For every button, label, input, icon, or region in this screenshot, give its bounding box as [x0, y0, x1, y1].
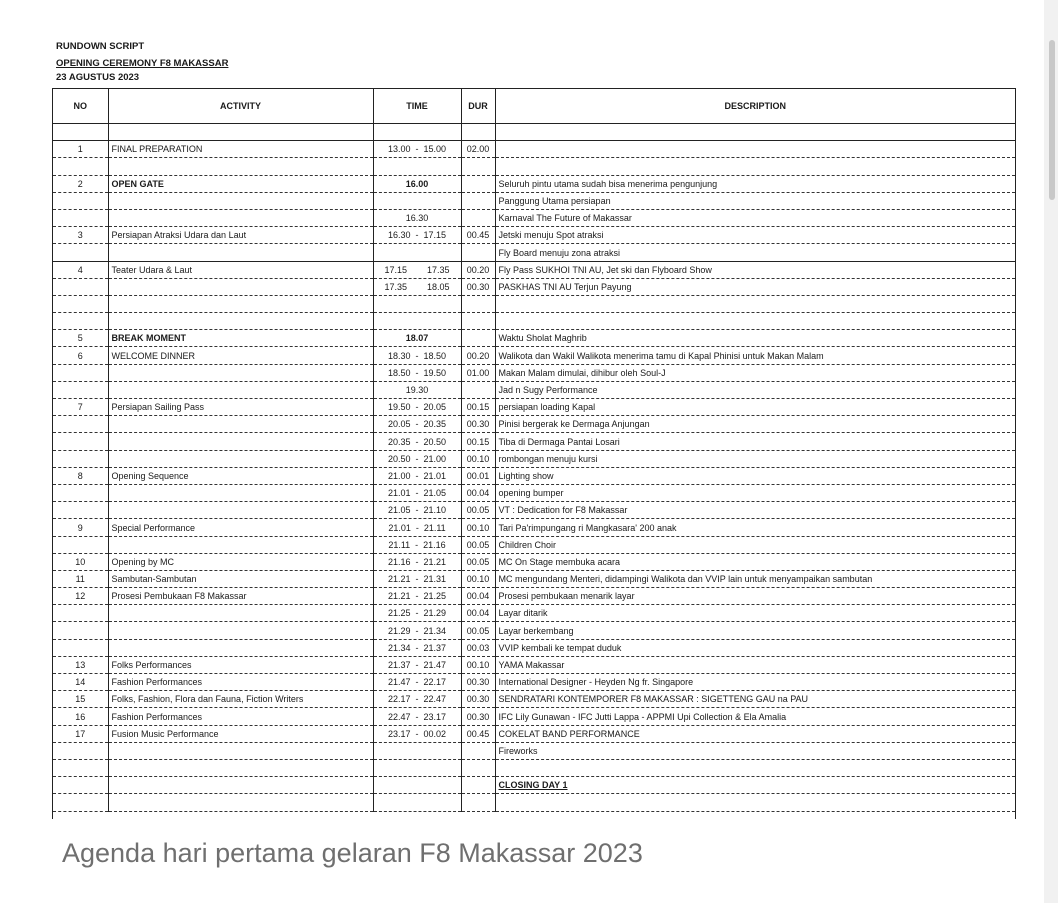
table-row	[53, 588, 1015, 605]
cell-description: Karnaval The Future of Makassar	[495, 209, 1015, 226]
cell-activity: Fashion Performances	[108, 674, 373, 691]
cell-dur	[461, 124, 495, 141]
cell-time	[373, 192, 461, 209]
cell-description: PASKHAS TNI AU Terjun Payung	[495, 278, 1015, 295]
cell-no	[53, 416, 108, 433]
table-row	[53, 570, 1015, 587]
table-row	[53, 295, 1015, 312]
cell-dur	[461, 794, 495, 811]
cell-activity: Fashion Performances	[108, 708, 373, 725]
cell-time: 19.30	[373, 381, 461, 398]
table-row	[53, 141, 1015, 158]
cell-dur	[461, 381, 495, 398]
cell-no: 8	[53, 467, 108, 484]
cell-time: 20.50 - 21.00	[373, 450, 461, 467]
cell-dur: 00.10	[461, 450, 495, 467]
table-row	[53, 467, 1015, 484]
cell-dur	[461, 175, 495, 192]
cell-dur: 01.00	[461, 364, 495, 381]
cell-time: 18.30 - 18.50	[373, 347, 461, 364]
table-row	[53, 399, 1015, 416]
table-row	[53, 313, 1015, 330]
cell-description: YAMA Makassar	[495, 656, 1015, 673]
cell-dur: 00.03	[461, 639, 495, 656]
cell-time	[373, 295, 461, 312]
cell-description: Layar ditarik	[495, 605, 1015, 622]
table-row	[53, 261, 1015, 278]
cell-no	[53, 244, 108, 261]
cell-activity	[108, 416, 373, 433]
cell-activity: Special Performance	[108, 519, 373, 536]
cell-time: 21.21 - 21.25	[373, 588, 461, 605]
cell-time	[373, 759, 461, 776]
table-row	[53, 622, 1015, 639]
table-row	[53, 502, 1015, 519]
cell-description: Walikota dan Wakil Walikota menerima tamu di Kapal Phinisi untuk Makan Malam	[495, 347, 1015, 364]
cell-description: Panggung Utama persiapan	[495, 192, 1015, 209]
table-row	[53, 244, 1015, 261]
cell-description	[495, 141, 1015, 158]
cell-activity	[108, 278, 373, 295]
cell-no	[53, 313, 108, 330]
cell-dur: 00.10	[461, 570, 495, 587]
cell-activity	[108, 777, 373, 794]
table-row	[53, 656, 1015, 673]
cell-time: 21.01 - 21.05	[373, 484, 461, 501]
cell-dur	[461, 759, 495, 776]
cell-dur: 00.20	[461, 261, 495, 278]
cell-description: SENDRATARI KONTEMPORER F8 MAKASSAR : SIGETTENG GAU na PAU	[495, 691, 1015, 708]
cell-activity: Persiapan Atraksi Udara dan Laut	[108, 227, 373, 244]
cell-activity	[108, 381, 373, 398]
cell-dur	[461, 313, 495, 330]
cell-time: 18.50 - 19.50	[373, 364, 461, 381]
cell-no	[53, 278, 108, 295]
cell-dur: 00.20	[461, 347, 495, 364]
cell-activity	[108, 313, 373, 330]
cell-dur: 00.05	[461, 502, 495, 519]
cell-no: 1	[53, 141, 108, 158]
cell-no: 17	[53, 725, 108, 742]
cell-no	[53, 209, 108, 226]
scrollbar[interactable]	[1044, 0, 1058, 903]
cell-time: 20.05 - 20.35	[373, 416, 461, 433]
col-header-description: DESCRIPTION	[495, 89, 1015, 124]
cell-dur	[461, 158, 495, 175]
cell-activity: Folks, Fashion, Flora dan Fauna, Fiction Writers	[108, 691, 373, 708]
cell-activity	[108, 364, 373, 381]
cell-dur: 00.05	[461, 536, 495, 553]
cell-dur: 00.15	[461, 399, 495, 416]
cell-description: Tari Pa'rimpungang ri Mangkasara' 200 anak	[495, 519, 1015, 536]
header-subtitle: OPENING CEREMONY F8 MAKASSAR	[56, 58, 229, 69]
cell-time: 19.50 - 20.05	[373, 399, 461, 416]
cell-activity: FINAL PREPARATION	[108, 141, 373, 158]
cell-activity: Prosesi Pembukaan F8 Makassar	[108, 588, 373, 605]
table-row	[53, 450, 1015, 467]
table-row	[53, 519, 1015, 536]
table-row	[53, 742, 1015, 759]
cell-description: Waktu Sholat Maghrib	[495, 330, 1015, 347]
cell-time	[373, 158, 461, 175]
cell-dur: 00.05	[461, 553, 495, 570]
cell-dur: 00.30	[461, 674, 495, 691]
cell-description: CLOSING DAY 1	[495, 777, 1015, 794]
cell-no: 11	[53, 570, 108, 587]
table-row	[53, 553, 1015, 570]
cell-no: 3	[53, 227, 108, 244]
cell-time: 21.01 - 21.11	[373, 519, 461, 536]
cell-no: 4	[53, 261, 108, 278]
cell-time: 21.00 - 21.01	[373, 467, 461, 484]
cell-description: VT : Dedication for F8 Makassar	[495, 502, 1015, 519]
cell-time: 21.11 - 21.16	[373, 536, 461, 553]
cell-time: 20.35 - 20.50	[373, 433, 461, 450]
cell-activity: Folks Performances	[108, 656, 373, 673]
cell-no	[53, 622, 108, 639]
cell-description: persiapan loading Kapal	[495, 399, 1015, 416]
cell-activity: WELCOME DINNER	[108, 347, 373, 364]
cell-no	[53, 295, 108, 312]
cell-time	[373, 313, 461, 330]
cell-time: 16.00	[373, 175, 461, 192]
cell-no	[53, 777, 108, 794]
cell-description: Fly Board menuju zona atraksi	[495, 244, 1015, 261]
cell-no	[53, 364, 108, 381]
table-row	[53, 330, 1015, 347]
cell-dur: 00.01	[461, 467, 495, 484]
cell-no	[53, 605, 108, 622]
table-row	[53, 794, 1015, 811]
cell-time	[373, 794, 461, 811]
table-row	[53, 158, 1015, 175]
cell-time: 13.00 - 15.00	[373, 141, 461, 158]
cell-dur: 02.00	[461, 141, 495, 158]
cell-description	[495, 794, 1015, 811]
cell-dur: 00.04	[461, 484, 495, 501]
cell-no	[53, 381, 108, 398]
col-header-time: TIME	[373, 89, 461, 124]
cell-activity	[108, 450, 373, 467]
cell-activity: Persiapan Sailing Pass	[108, 399, 373, 416]
rundown-table	[53, 89, 1015, 812]
cell-dur: 00.30	[461, 278, 495, 295]
table-row	[53, 227, 1015, 244]
cell-description: Pinisi bergerak ke Dermaga Anjungan	[495, 416, 1015, 433]
cell-activity	[108, 124, 373, 141]
cell-time: 21.21 - 21.31	[373, 570, 461, 587]
cell-no	[53, 759, 108, 776]
cell-dur: 00.15	[461, 433, 495, 450]
cell-description	[495, 313, 1015, 330]
cell-activity	[108, 209, 373, 226]
cell-time	[373, 742, 461, 759]
cell-dur: 00.05	[461, 622, 495, 639]
table-row	[53, 416, 1015, 433]
cell-description: COKELAT BAND PERFORMANCE	[495, 725, 1015, 742]
cell-time: 16.30	[373, 209, 461, 226]
cell-time: 17.15 17.35	[373, 261, 461, 278]
cell-dur	[461, 192, 495, 209]
cell-no: 12	[53, 588, 108, 605]
cell-no: 16	[53, 708, 108, 725]
cell-no: 5	[53, 330, 108, 347]
cell-dur: 00.30	[461, 708, 495, 725]
table-row	[53, 278, 1015, 295]
table-row	[53, 725, 1015, 742]
cell-no: 9	[53, 519, 108, 536]
cell-description: Layar berkembang	[495, 622, 1015, 639]
cell-time: 16.30 - 17.15	[373, 227, 461, 244]
cell-time: 21.47 - 22.17	[373, 674, 461, 691]
cell-time: 21.34 - 21.37	[373, 639, 461, 656]
cell-activity	[108, 433, 373, 450]
cell-activity: Opening by MC	[108, 553, 373, 570]
cell-dur	[461, 209, 495, 226]
cell-activity: Opening Sequence	[108, 467, 373, 484]
cell-dur: 00.30	[461, 416, 495, 433]
image-caption: Agenda hari pertama gelaran F8 Makassar 2023	[62, 838, 643, 868]
cell-activity	[108, 536, 373, 553]
cell-time	[373, 777, 461, 794]
cell-no	[53, 794, 108, 811]
header-date: 23 AGUSTUS 2023	[56, 72, 140, 83]
cell-no	[53, 742, 108, 759]
cell-activity	[108, 794, 373, 811]
cell-activity	[108, 158, 373, 175]
cell-description: VVIP kembali ke tempat duduk	[495, 639, 1015, 656]
cell-description: IFC Lily Gunawan - IFC Jutti Lappa - APPMI Upi Collection & Ela Amalia	[495, 708, 1015, 725]
scrollbar-thumb[interactable]	[1049, 40, 1055, 200]
table-row	[53, 124, 1015, 141]
cell-dur: 00.45	[461, 227, 495, 244]
cell-description: opening bumper	[495, 484, 1015, 501]
cell-activity	[108, 742, 373, 759]
cell-activity: BREAK MOMENT	[108, 330, 373, 347]
cell-description: Tiba di Dermaga Pantai Losari	[495, 433, 1015, 450]
cell-no	[53, 484, 108, 501]
cell-activity	[108, 502, 373, 519]
cell-dur: 00.45	[461, 725, 495, 742]
cell-time	[373, 244, 461, 261]
cell-no	[53, 639, 108, 656]
document-header	[56, 38, 228, 84]
cell-no	[53, 502, 108, 519]
table-row	[53, 347, 1015, 364]
cell-no: 14	[53, 674, 108, 691]
table-row	[53, 708, 1015, 725]
header-title: RUNDOWN SCRIPT	[56, 41, 145, 52]
col-header-no: NO	[53, 89, 108, 124]
cell-dur	[461, 742, 495, 759]
table-header-row	[53, 89, 1015, 124]
cell-activity	[108, 639, 373, 656]
table-row	[53, 484, 1015, 501]
cell-no: 2	[53, 175, 108, 192]
cell-description: Prosesi pembukaan menarik layar	[495, 588, 1015, 605]
cell-no: 15	[53, 691, 108, 708]
table-row	[53, 175, 1015, 192]
table-row	[53, 759, 1015, 776]
table-row	[53, 605, 1015, 622]
cell-dur	[461, 330, 495, 347]
cell-description	[495, 124, 1015, 141]
cell-description	[495, 759, 1015, 776]
cell-dur	[461, 295, 495, 312]
col-header-activity: ACTIVITY	[108, 89, 373, 124]
table-row	[53, 433, 1015, 450]
cell-activity: OPEN GATE	[108, 175, 373, 192]
table-row	[53, 192, 1015, 209]
cell-time: 21.05 - 21.10	[373, 502, 461, 519]
col-header-dur: DUR	[461, 89, 495, 124]
table-row	[53, 364, 1015, 381]
cell-time: 21.25 - 21.29	[373, 605, 461, 622]
table-row	[53, 691, 1015, 708]
cell-activity	[108, 605, 373, 622]
table-row	[53, 536, 1015, 553]
cell-time: 22.17 - 22.47	[373, 691, 461, 708]
cell-activity: Fusion Music Performance	[108, 725, 373, 742]
cell-description: Seluruh pintu utama sudah bisa menerima pengunjung	[495, 175, 1015, 192]
cell-no: 7	[53, 399, 108, 416]
cell-description: Fly Pass SUKHOI TNI AU, Jet ski dan Flyboard Show	[495, 261, 1015, 278]
cell-description: Jad n Sugy Performance	[495, 381, 1015, 398]
cell-dur	[461, 777, 495, 794]
cell-time	[373, 124, 461, 141]
cell-no: 6	[53, 347, 108, 364]
table-row	[53, 639, 1015, 656]
cell-activity	[108, 622, 373, 639]
cell-description	[495, 295, 1015, 312]
cell-time: 17.35 18.05	[373, 278, 461, 295]
cell-description: Children Choir	[495, 536, 1015, 553]
cell-dur: 00.30	[461, 691, 495, 708]
cell-dur: 00.04	[461, 605, 495, 622]
cell-no	[53, 433, 108, 450]
cell-activity	[108, 295, 373, 312]
cell-no	[53, 450, 108, 467]
cell-description: Makan Malam dimulai, dihibur oleh Soul-J	[495, 364, 1015, 381]
cell-activity: Sambutan-Sambutan	[108, 570, 373, 587]
cell-activity	[108, 759, 373, 776]
cell-description: rombongan menuju kursi	[495, 450, 1015, 467]
cell-description	[495, 158, 1015, 175]
cell-dur: 00.10	[461, 519, 495, 536]
cell-dur: 00.10	[461, 656, 495, 673]
table-row	[53, 674, 1015, 691]
table-row	[53, 777, 1015, 794]
cell-activity	[108, 244, 373, 261]
cell-time: 23.17 - 00.02	[373, 725, 461, 742]
cell-activity	[108, 484, 373, 501]
cell-no	[53, 192, 108, 209]
cell-activity: Teater Udara & Laut	[108, 261, 373, 278]
table-row	[53, 209, 1015, 226]
cell-time: 21.16 - 21.21	[373, 553, 461, 570]
cell-description: Lighting show	[495, 467, 1015, 484]
rundown-sheet	[52, 88, 1016, 819]
cell-no	[53, 124, 108, 141]
cell-time: 21.29 - 21.34	[373, 622, 461, 639]
cell-no	[53, 158, 108, 175]
cell-dur	[461, 244, 495, 261]
cell-time: 21.37 - 21.47	[373, 656, 461, 673]
cell-time: 18.07	[373, 330, 461, 347]
cell-no: 13	[53, 656, 108, 673]
cell-dur: 00.04	[461, 588, 495, 605]
cell-time: 22.47 - 23.17	[373, 708, 461, 725]
table-row	[53, 381, 1015, 398]
cell-description: International Designer - Heyden Ng fr. Singapore	[495, 674, 1015, 691]
cell-no: 10	[53, 553, 108, 570]
cell-description: MC On Stage membuka acara	[495, 553, 1015, 570]
cell-activity	[108, 192, 373, 209]
cell-description: Jetski menuju Spot atraksi	[495, 227, 1015, 244]
cell-description: MC mengundang Menteri, didampingi Walikota dan VVIP lain untuk menyampaikan sambutan	[495, 570, 1015, 587]
cell-no	[53, 536, 108, 553]
cell-description: Fireworks	[495, 742, 1015, 759]
